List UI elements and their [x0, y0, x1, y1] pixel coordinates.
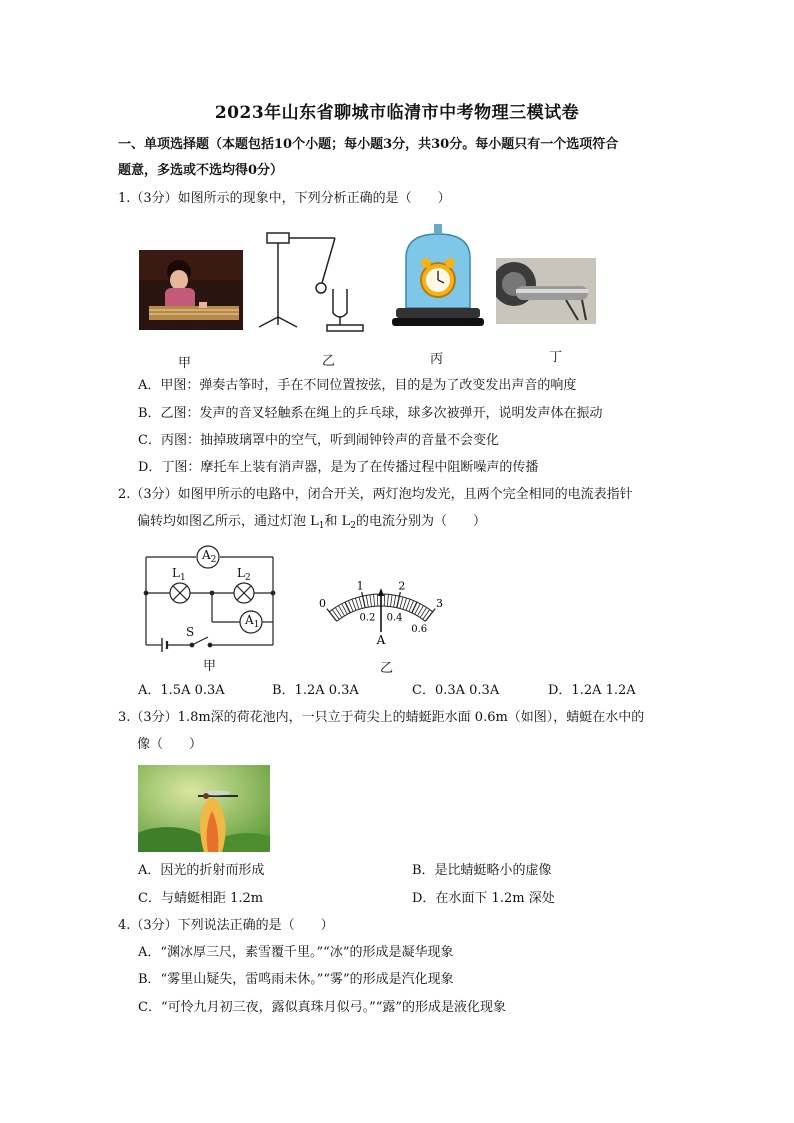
dial-tick [384, 594, 385, 606]
q1-option-c: C．丙图：抽掉玻璃罩中的空气，听到闹钟铃声的音量不会变化 [138, 433, 499, 448]
dial-major-label: 0 [319, 597, 327, 611]
dial-major-label: 3 [435, 597, 443, 611]
lamp-l2-label: $L_2$ [237, 566, 251, 583]
dial-tick [370, 595, 372, 607]
q2-caption-jia: 甲 [203, 659, 217, 674]
circuit-diagram [138, 543, 283, 655]
dial-tick [403, 598, 407, 609]
q3-stem: 3.（3分）1.8m深的荷花池内，一只立于荷尖上的蜻蜓距水面 0.6m（如图），蜻蜓在水中的 [118, 710, 645, 725]
guzheng-player-image [139, 250, 243, 330]
dial-tick [377, 594, 378, 606]
switch-s-label: S [186, 625, 195, 639]
dial-tick [400, 597, 403, 609]
dial-tick [397, 592, 401, 608]
q2-option-a: A．1.5A 0.3A [138, 683, 225, 698]
q2-option-c: C．0.3A 0.3A [412, 683, 500, 698]
dial-tick [352, 599, 356, 610]
dial-pointer-head [378, 588, 384, 596]
q4-option-a: A．“渊冰厚三尺，素雪覆千里。”“冰”的形成是凝华现象 [138, 945, 454, 960]
dial-tick [366, 595, 368, 607]
q2-caption-yi: 乙 [380, 661, 394, 676]
dial-unit-label: A [376, 633, 386, 646]
q2-stem-cont: 偏转均如图乙所示，通过灯泡 $L_1$和 $L_2$的电流分别为（ ） [137, 514, 487, 531]
ammeter-a2-label: $A_2$ [202, 548, 217, 565]
q1-option-d: D．丁图：摩托车上装有消声器，是为了在传播过程中阻断噪声的传播 [138, 460, 539, 475]
q1-option-b: B．乙图：发声的音叉轻触系在绳上的乒乓球，球多次被弹开，说明发声体在振动 [138, 406, 603, 421]
dial-major-label: 1 [356, 579, 364, 593]
dial-tick [355, 598, 359, 609]
q4-option-b: B．“雾里山疑失，雷鸣雨未休。”“雾”的形成是汽化现象 [138, 972, 454, 987]
q3-option-d: D．在水面下 1.2m 深处 [412, 891, 555, 906]
q4-option-c: C．“可怜九月初三夜，露似真珠月似弓。”“露”的形成是液化现象 [138, 1000, 507, 1015]
section-heading: 一、单项选择题（本题包括10个小题；每小题3分，共30分。每小题只有一个选项符合 [118, 137, 619, 152]
q2-option-d: D．1.2A 1.2A [548, 683, 636, 698]
bell-jar-clock-image [390, 220, 486, 335]
q3-option-b: B．是比蜻蜓略小的虚像 [412, 863, 552, 878]
q3-stem-cont: 像（ ） [137, 737, 203, 752]
dial-minor-label: 0.4 [386, 612, 403, 624]
lamp-l1-label: $L_1$ [172, 566, 186, 583]
q2-stem: 2.（3分）如图甲所示的电路中，闭合开关，两灯泡均发光，且两个完全相同的电流表指针 [118, 487, 633, 502]
q1-caption-jia: 甲 [178, 356, 192, 371]
q1-caption-bing: 丙 [430, 352, 444, 367]
tuning-fork-diagram [255, 225, 370, 335]
dial-tick [374, 594, 375, 606]
dial-tick [394, 595, 396, 607]
dial-tick [387, 594, 388, 606]
dial-major-label: 2 [398, 579, 406, 593]
section-heading-cont: 题意，多选或不选均得0分） [118, 163, 284, 178]
motorcycle-muffler-image [496, 258, 596, 324]
ammeter-a1-label: $A_1$ [245, 613, 260, 630]
q3-option-c: C．与蜻蜓相距 1.2m [138, 891, 264, 906]
q1-stem: 1.（3分）如图所示的现象中，下列分析正确的是（ ） [118, 191, 451, 206]
dial-minor-label: 0.6 [411, 624, 428, 636]
q4-stem: 4.（3分）下列说法正确的是（ ） [118, 918, 334, 933]
q3-option-a: A．因光的折射而形成 [138, 863, 265, 878]
page-title: 2023年山东省聊城市临清市中考物理三模试卷 [214, 103, 580, 123]
q1-option-a: A．甲图：弹奏古筝时，手在不同位置按弦，目的是为了改变发出声音的响度 [138, 378, 577, 393]
dial-tick [362, 592, 366, 608]
dial-tick [359, 597, 362, 609]
ammeter-dial [295, 556, 470, 646]
dial-tick [406, 599, 410, 610]
q1-caption-yi: 乙 [322, 354, 336, 369]
dial-minor-label: 0.2 [359, 612, 376, 624]
dragonfly-lotus-image [138, 765, 270, 852]
q2-option-b: B．1.2A 0.3A [272, 683, 359, 698]
dial-tick [391, 595, 393, 607]
q1-caption-ding: 丁 [549, 350, 563, 365]
